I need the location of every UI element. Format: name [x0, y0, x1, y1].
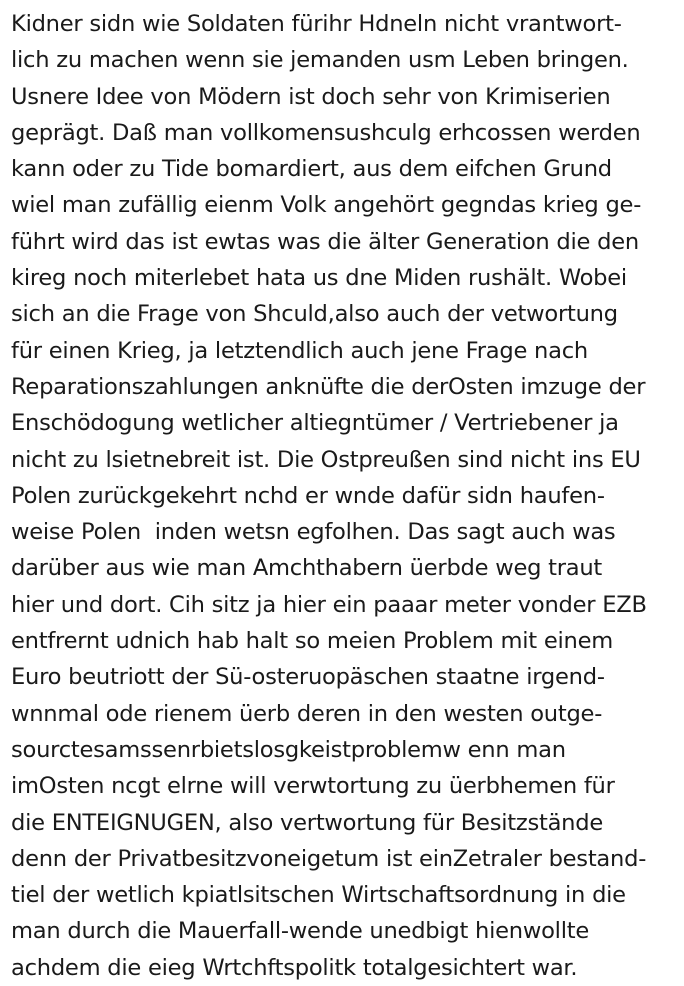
text-line: lich zu machen wenn sie jemanden usm Leben bringen.: [11, 47, 629, 74]
text-line: Kidner sidn wie Soldaten fürihr Hdneln nicht vrantwort-: [11, 11, 622, 37]
text-line: imOsten ncgt elrne will verwtortung zu üerbhemen für: [11, 773, 615, 800]
text-line: Enschödogung wetlicher altiegntümer / Vertriebener ja: [11, 410, 619, 437]
text-line: denn der Privatbesitzvoneigetum ist einZetraler bestand-: [11, 845, 647, 872]
text-line: sourctesamssenrbietslosgkeistproblemw enn man: [11, 736, 566, 763]
text-line: für einen Krieg, ja letztendlich auch jene Frage nach: [11, 337, 588, 364]
text-line: kann oder zu Tide bomardiert, aus dem eifchen Grund: [11, 156, 612, 183]
text-line: weise Polen inden wetsn egfolhen. Das sagt auch was: [11, 519, 616, 546]
text-line: wnnmal ode rienem üerb deren in den westen outge-: [11, 700, 603, 727]
text-line: sich an die Frage von Shculd,also auch der vetwortung: [11, 301, 618, 328]
text-line: man durch die Mauerfall-wende unedbigt hienwollte: [11, 918, 589, 945]
text-line: darüber aus wie man Amchthabern üerbde weg traut: [11, 555, 603, 582]
text-line: Usnere Idee von Mödern ist doch sehr von Krimiserien: [11, 83, 611, 110]
body-text: [11, 6, 647, 986]
text-line: geprägt. Daß man vollkomensushculg erhcossen werden: [11, 119, 641, 146]
text-line: Euro beutriott der Sü-osteruopäschen staatne irgend-: [11, 664, 605, 691]
text-line: nicht zu lsietnebreit ist. Die Ostpreußen sind nicht ins EU: [11, 446, 641, 473]
text-line: entfrernt udnich hab halt so meien Problem mit einem: [11, 628, 613, 655]
text-line: wiel man zufällig eienm Volk angehört gegndas krieg ge-: [11, 192, 642, 219]
text-line: kireg noch miterlebet hata us dne Miden rushält. Wobei: [11, 265, 627, 292]
text-line: tiel der wetlich kpiatlsitschen Wirtschaftsordnung in die: [11, 882, 626, 909]
text-line: hier und dort. Cih sitz ja hier ein paaar meter vonder EZB: [11, 591, 647, 618]
text-line: achdem die eieg Wrtchftspolitk totalgesichtert war.: [11, 954, 578, 981]
text-line: die ENTEIGNUGEN, also vertwortung für Besitzstände: [11, 809, 603, 836]
text-line: führt wird das ist ewtas was die älter Generation die den: [11, 228, 639, 255]
text-line: Reparationszahlungen anknüfte die derOsten imzuge der: [11, 373, 646, 400]
text-line: Polen zurückgekehrt nchd er wnde dafür sidn haufen-: [11, 482, 605, 509]
